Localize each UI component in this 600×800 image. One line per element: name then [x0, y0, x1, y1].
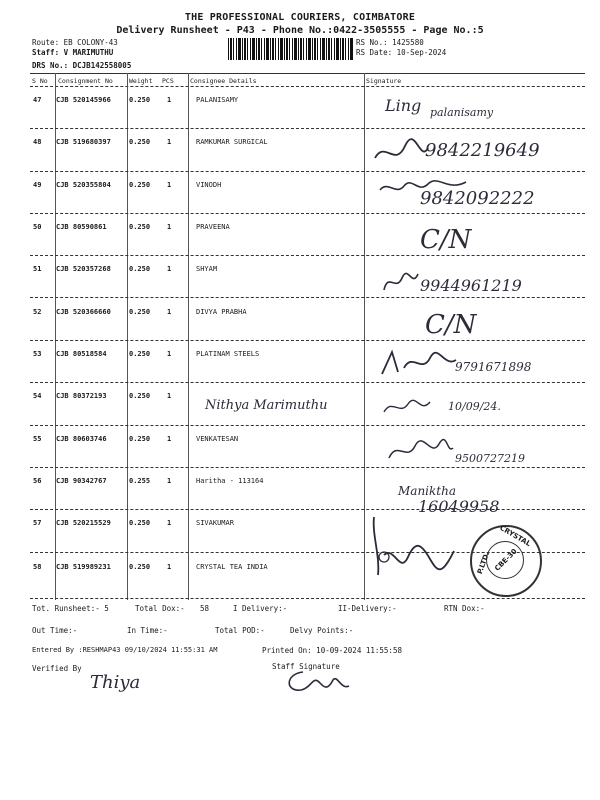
row-divider [30, 171, 585, 172]
row-sno: 50 [33, 223, 42, 231]
row-sno: 55 [33, 435, 42, 443]
row-consignment: CJB 520366660 [56, 308, 111, 316]
row-consignee: SIVAKUMAR [196, 519, 234, 527]
handwritten-signature: Thiya [90, 672, 141, 693]
row-consignment: CJB 80372193 [56, 392, 107, 400]
col-header-sno: S No [32, 77, 48, 85]
row-pcs: 1 [167, 563, 172, 571]
handwritten-note: palanisamy [430, 106, 494, 119]
row-sno: 47 [33, 96, 42, 104]
handwritten-phone: 16049958 [418, 497, 500, 516]
handwritten-cn: C/N [425, 310, 477, 340]
row-weight: 0.250 [129, 392, 151, 400]
signature-scribble [370, 515, 460, 585]
row-divider [30, 297, 585, 298]
total-dox-value: 58 [200, 604, 210, 613]
handwritten-phone: 9500727219 [455, 452, 525, 465]
row-consignee: RAMKUMAR SURGICAL [196, 138, 268, 146]
stamp-text-center: CBE-30 [493, 547, 519, 573]
row-sno: 54 [33, 392, 42, 400]
col-header-consignee: Consignee Details [190, 77, 257, 85]
col-header-signature: Signature [366, 77, 402, 85]
col-divider [188, 73, 189, 600]
col-header-pcs: PCS [162, 77, 174, 85]
row-pcs: 1 [167, 308, 172, 316]
row-pcs: 1 [167, 350, 172, 358]
row-pcs: 1 [167, 392, 172, 400]
delvy-points: Delvy Points:- [290, 626, 354, 635]
row-sno: 58 [33, 563, 42, 571]
row-weight: 0.250 [129, 563, 151, 571]
rs-number: RS No.: 1425580 [356, 38, 424, 47]
row-consignment: CJB 90342767 [56, 477, 107, 485]
printed-on: Printed On: 10-09-2024 11:55:58 [262, 646, 402, 655]
stamp-text-top: CRYSTAL [498, 523, 533, 549]
signature-scribble [370, 138, 430, 168]
row-divider [30, 382, 585, 383]
drs-number: DRS No.: DCJB142558005 [32, 61, 132, 70]
signature-scribble [380, 268, 420, 296]
row-consignment: CJB 80590861 [56, 223, 107, 231]
col-divider [127, 73, 128, 600]
col-header-consignment: Consignment No [58, 77, 113, 85]
row-pcs: 1 [167, 265, 172, 273]
row-consignment: CJB 519680397 [56, 138, 111, 146]
ii-delivery: II-Delivery:- [338, 604, 397, 613]
row-consignee: PALANISAMY [196, 96, 239, 104]
row-sno: 48 [33, 138, 42, 146]
row-pcs: 1 [167, 138, 172, 146]
row-weight: 0.250 [129, 96, 151, 104]
header-divider [30, 86, 585, 87]
row-consignee: CRYSTAL TEA INDIA [196, 563, 268, 571]
runsheet-title: Delivery Runsheet - P43 - Phone No.:0422-3505555 - Page No.:5 [116, 25, 484, 36]
i-delivery: I Delivery:- [233, 604, 288, 613]
total-dox-label: Total Dox:- [135, 604, 185, 613]
stamp-text-left: P.LTD. [475, 550, 492, 576]
row-divider [30, 425, 585, 426]
row-sno: 57 [33, 519, 42, 527]
signature-scribble [382, 396, 432, 418]
total-pod: Total POD:- [215, 626, 265, 635]
company-stamp [470, 525, 542, 597]
row-weight: 0.250 [129, 308, 151, 316]
row-sno: 49 [33, 181, 42, 189]
row-consignment: CJB 520215529 [56, 519, 111, 527]
table-top-border [30, 73, 585, 74]
handwritten-cn: C/N [420, 225, 472, 255]
row-consignee: VINODH [196, 181, 222, 189]
handwritten-date: 10/09/24. [448, 400, 501, 413]
verified-by: Verified By [32, 664, 82, 673]
signature-scribble [378, 348, 458, 378]
row-weight: 0.250 [129, 435, 151, 443]
handwritten-name: Maniktha [398, 484, 456, 498]
signature-scribble [385, 438, 455, 464]
row-consignee: SHYAM [196, 265, 218, 273]
rtn-dox: RTN Dox:- [444, 604, 485, 613]
row-weight: 0.250 [129, 223, 151, 231]
row-pcs: 1 [167, 477, 172, 485]
col-header-weight: Weight [129, 77, 153, 85]
handwritten-phone: 9791671898 [455, 360, 532, 374]
row-divider [30, 255, 585, 256]
row-pcs: 1 [167, 435, 172, 443]
row-consignment: CJB 80518584 [56, 350, 107, 358]
route-label: Route: EB COLONY-43 [32, 38, 118, 47]
handwritten-name: Nithya Marimuthu [205, 398, 328, 413]
handwritten-phone: 9842219649 [425, 140, 540, 161]
row-weight: 0.250 [129, 138, 151, 146]
row-consignee: PLATINAM STEELS [196, 350, 260, 358]
row-sno: 56 [33, 477, 42, 485]
row-divider [30, 509, 585, 510]
handwritten-signature: Ling [385, 96, 422, 115]
entered-by: Entered By :RESHMAP43 09/10/2024 11:55:31 AM [32, 646, 218, 654]
handwritten-phone: 9944961219 [420, 276, 522, 295]
row-consignment: CJB 520357268 [56, 265, 111, 273]
row-pcs: 1 [167, 519, 172, 527]
row-weight: 0.255 [129, 477, 151, 485]
staff-signature-label: Staff Signature [272, 662, 340, 671]
row-divider [30, 128, 585, 129]
row-weight: 0.250 [129, 519, 151, 527]
row-divider [30, 213, 585, 214]
row-weight: 0.250 [129, 350, 151, 358]
row-weight: 0.250 [129, 265, 151, 273]
row-pcs: 1 [167, 96, 172, 104]
row-divider [30, 598, 585, 599]
col-divider [364, 73, 365, 600]
row-consignment: CJB 520355804 [56, 181, 111, 189]
barcode [228, 38, 354, 60]
in-time: In Time:- [127, 626, 168, 635]
row-sno: 53 [33, 350, 42, 358]
row-divider [30, 340, 585, 341]
tot-runsheet: Tot. Runsheet:- 5 [32, 604, 109, 613]
row-consignee: Haritha - 113164 [196, 477, 264, 485]
staff-label: Staff: V MARIMUTHU [32, 48, 114, 57]
row-sno: 52 [33, 308, 42, 316]
handwritten-phone: 9842092222 [420, 188, 535, 209]
row-consignment: CJB 519989231 [56, 563, 111, 571]
staff-signature-scribble [283, 668, 353, 696]
out-time: Out Time:- [32, 626, 78, 635]
row-sno: 51 [33, 265, 42, 273]
row-consignee: DIVYA PRABHA [196, 308, 247, 316]
company-title: THE PROFESSIONAL COURIERS, COIMBATORE [184, 12, 416, 23]
row-consignee: VENKATESAN [196, 435, 239, 443]
row-consignment: CJB 520145966 [56, 96, 111, 104]
row-pcs: 1 [167, 223, 172, 231]
row-divider [30, 467, 585, 468]
row-pcs: 1 [167, 181, 172, 189]
row-consignment: CJB 80603746 [56, 435, 107, 443]
row-weight: 0.250 [129, 181, 151, 189]
row-consignee: PRAVEENA [196, 223, 230, 231]
rs-date: RS Date: 10-Sep-2024 [356, 48, 447, 57]
